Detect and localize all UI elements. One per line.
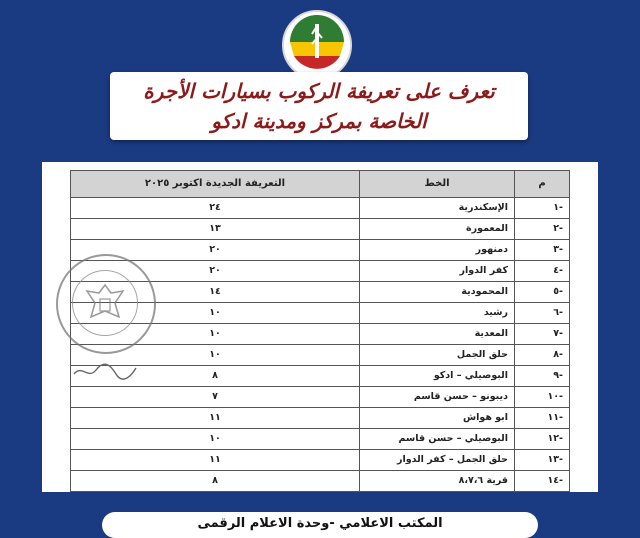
row-num: -٦ xyxy=(515,303,570,324)
row-line: قرية ٨،٧،٦ xyxy=(360,471,515,492)
row-line: دمنهور xyxy=(360,240,515,261)
row-line: المحمودية xyxy=(360,282,515,303)
table-row xyxy=(71,345,570,366)
row-fare: ١١ xyxy=(71,450,360,471)
row-num: -١١ xyxy=(515,408,570,429)
table-row xyxy=(71,387,570,408)
row-line: ديبونو – حسن قاسم xyxy=(360,387,515,408)
table-row xyxy=(71,408,570,429)
row-num: -٨ xyxy=(515,345,570,366)
row-num: -١٣ xyxy=(515,450,570,471)
table-row xyxy=(71,198,570,219)
header-line: الخط xyxy=(360,171,515,198)
title-line-1: تعرف على تعريفة الركوب بسيارات الأجرة xyxy=(143,79,495,103)
row-line: المعمورة xyxy=(360,219,515,240)
row-fare: ١٠ xyxy=(71,345,360,366)
table-row xyxy=(71,366,570,387)
table-row xyxy=(71,219,570,240)
table-row xyxy=(71,450,570,471)
row-line: المعدية xyxy=(360,324,515,345)
row-line: ابو هواش xyxy=(360,408,515,429)
table-row xyxy=(71,471,570,492)
governorate-logo xyxy=(282,10,352,80)
footer-banner: المكتب الاعلامي -وحدة الاعلام الرقمى xyxy=(102,512,538,538)
row-line: كفر الدوار xyxy=(360,261,515,282)
row-fare: ٢٤ xyxy=(71,198,360,219)
row-line: البوصيلي – ادكو xyxy=(360,366,515,387)
title-line-2: الخاصة بمركز ومدينة ادكو xyxy=(211,109,427,133)
row-num: -١ xyxy=(515,198,570,219)
row-fare: ١٠ xyxy=(71,303,360,324)
table-header-row xyxy=(71,171,570,198)
document-paper xyxy=(42,162,598,492)
row-fare: ١١ xyxy=(71,408,360,429)
row-num: -١٤ xyxy=(515,471,570,492)
row-num: -١٢ xyxy=(515,429,570,450)
row-fare: ٢٠ xyxy=(71,261,360,282)
row-num: -١٠ xyxy=(515,387,570,408)
row-num: -٥ xyxy=(515,282,570,303)
row-line: الإسكندرية xyxy=(360,198,515,219)
row-line: رشيد xyxy=(360,303,515,324)
row-num: -٤ xyxy=(515,261,570,282)
row-fare: ٢٠ xyxy=(71,240,360,261)
table-row xyxy=(71,240,570,261)
row-num: -٧ xyxy=(515,324,570,345)
row-line: حلق الجمل xyxy=(360,345,515,366)
stamp-eagle-icon xyxy=(72,270,138,336)
row-num: -٢ xyxy=(515,219,570,240)
row-num: -٩ xyxy=(515,366,570,387)
row-fare: ١٠ xyxy=(71,429,360,450)
official-stamp xyxy=(56,254,156,354)
row-num: -٣ xyxy=(515,240,570,261)
row-fare: ٨ xyxy=(71,366,360,387)
logo-emblem-icon xyxy=(284,12,350,78)
header-num: م xyxy=(515,171,570,198)
row-fare: ٨ xyxy=(71,471,360,492)
row-fare: ٧ xyxy=(71,387,360,408)
table-row xyxy=(71,429,570,450)
row-fare: ١٤ xyxy=(71,282,360,303)
signature xyxy=(70,360,140,382)
row-fare: ١٠ xyxy=(71,324,360,345)
row-line: حلق الجمل – كفر الدوار xyxy=(360,450,515,471)
row-line: البوصيلي – حسن قاسم xyxy=(360,429,515,450)
row-fare: ١٣ xyxy=(71,219,360,240)
title-box xyxy=(110,72,528,140)
header-fare: التعريفة الجديدة اكتوبر ٢٠٢٥ xyxy=(71,171,360,198)
